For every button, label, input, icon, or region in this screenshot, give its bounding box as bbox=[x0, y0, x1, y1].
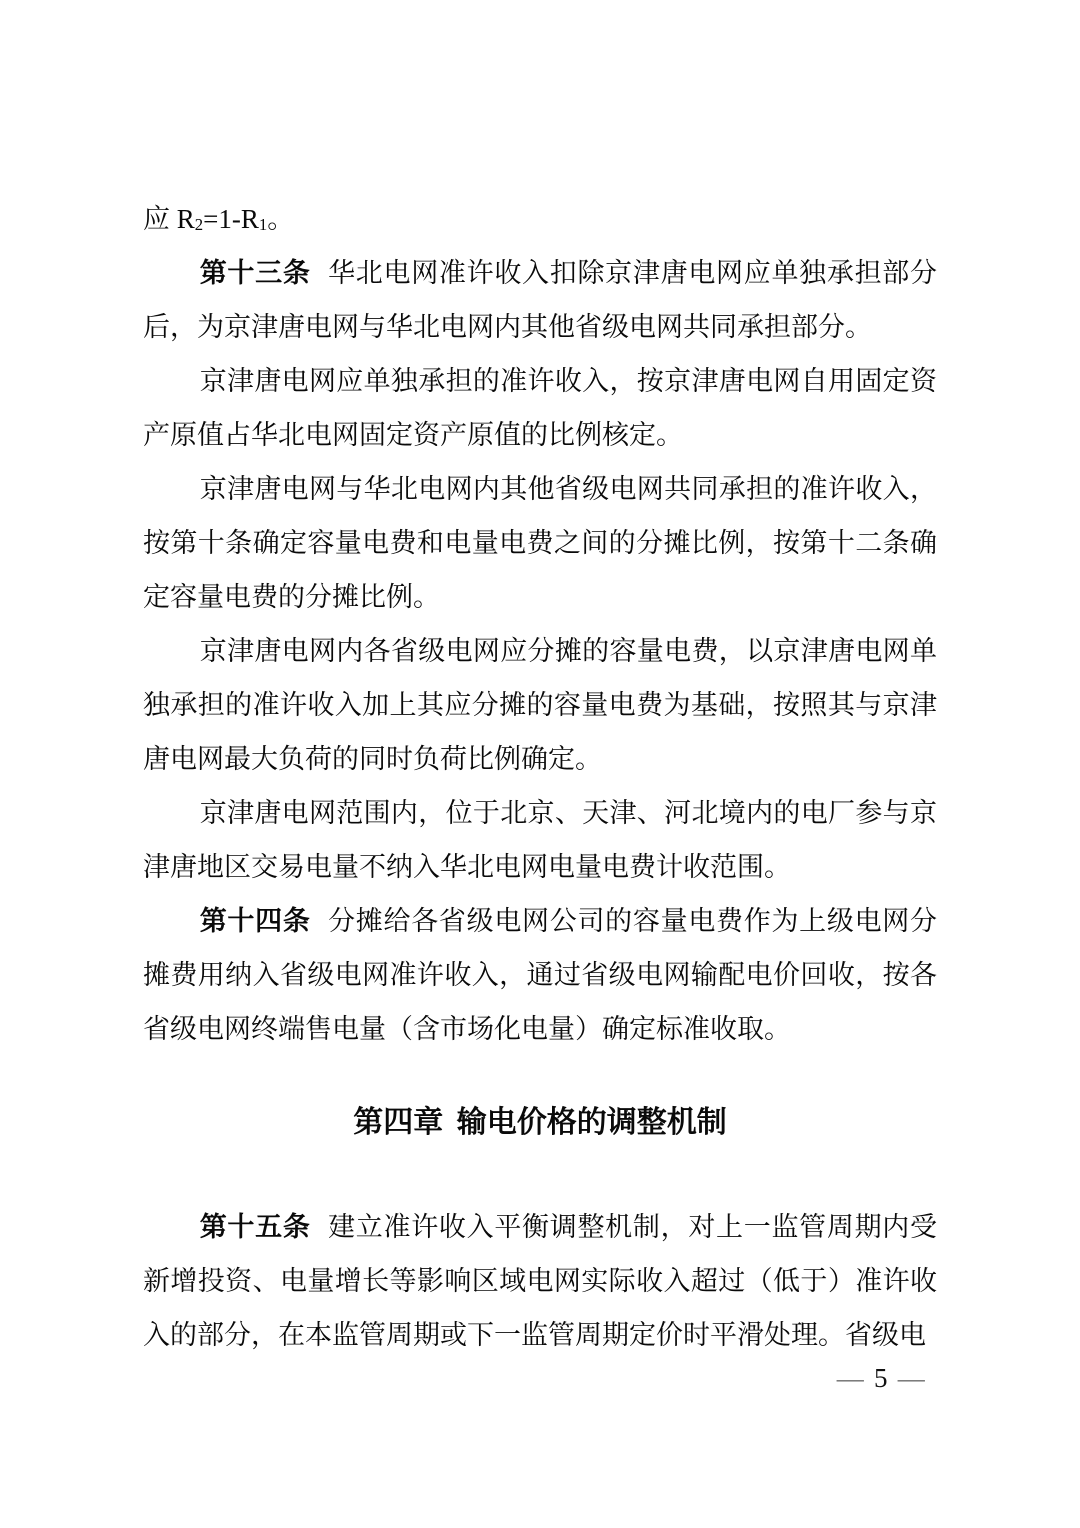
article-15-text: 建立准许收入平衡调整机制，对上一监管周期内受新增投资、电量增长等影响区域电网实际收入超过（低于）准许收入的部分，在本监管周期或下一监管周期定价时平滑处理。省级电 bbox=[143, 1212, 938, 1350]
page-number-left-dash: — bbox=[836, 1363, 864, 1393]
formula-prefix: 应 R bbox=[143, 204, 195, 234]
article-13-sub-paragraph-3 bbox=[143, 624, 937, 786]
article-14-paragraph bbox=[143, 894, 937, 1056]
article-13-sub-paragraph-2 bbox=[143, 462, 937, 624]
page-number-right-dash: — bbox=[897, 1363, 925, 1393]
formula-middle: =1-R bbox=[203, 204, 259, 234]
page-number-value: 5 bbox=[874, 1363, 888, 1393]
formula-subscript-1: 1 bbox=[258, 215, 268, 234]
formula-suffix: 。 bbox=[267, 204, 295, 234]
article-13-sub-text-2: 京津唐电网与华北电网内其他省级电网共同承担的准许收入，按第十条确定容量电费和电量电费之间的分摊比例，按第十二条确定容量电费的分摊比例。 bbox=[143, 474, 937, 612]
article-13-text: 华北电网准许收入扣除京津唐电网应单独承担部分后，为京津唐电网与华北电网内其他省级电网共同承担部分。 bbox=[143, 258, 938, 342]
article-15-label: 第十五条 bbox=[199, 1212, 311, 1242]
page-number bbox=[827, 1358, 936, 1398]
formula-line bbox=[143, 192, 937, 246]
article-13-paragraph bbox=[143, 246, 937, 354]
article-13-sub-paragraph-4 bbox=[143, 786, 937, 894]
article-13-label: 第十三条 bbox=[199, 258, 311, 288]
formula-subscript-2: 2 bbox=[194, 215, 204, 234]
article-14-text: 分摊给各省级电网公司的容量电费作为上级电网分摊费用纳入省级电网准许收入，通过省级电网输配电价回收，按各省级电网终端售电量（含市场化电量）确定标准收取。 bbox=[143, 906, 938, 1044]
chapter-4-title: 输电价格的调整机制 bbox=[456, 1106, 727, 1139]
document-text-block bbox=[143, 192, 937, 1362]
article-13-sub-paragraph-1 bbox=[143, 354, 937, 462]
article-13-sub-text-4: 京津唐电网范围内，位于北京、天津、河北境内的电厂参与京津唐地区交易电量不纳入华北电网电量电费计收范围。 bbox=[143, 798, 937, 882]
article-13-sub-text-3: 京津唐电网内各省级电网应分摊的容量电费，以京津唐电网单独承担的准许收入加上其应分摊的容量电费为基础，按照其与京津唐电网最大负荷的同时负荷比例确定。 bbox=[143, 636, 937, 774]
chapter-4-label: 第四章 bbox=[353, 1106, 444, 1139]
article-14-label: 第十四条 bbox=[199, 906, 311, 936]
article-15-paragraph bbox=[143, 1200, 937, 1362]
chapter-4-heading bbox=[143, 1096, 937, 1150]
article-13-sub-text-1: 京津唐电网应单独承担的准许收入，按京津唐电网自用固定资产原值占华北电网固定资产原值的比例核定。 bbox=[143, 366, 937, 450]
